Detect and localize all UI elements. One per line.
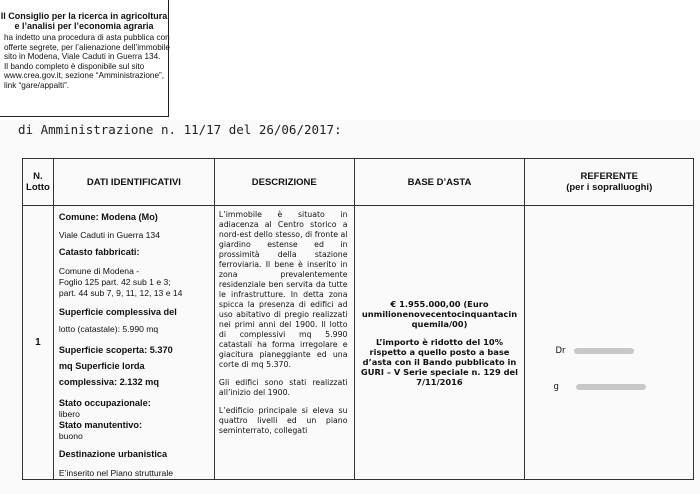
notice-line: link “gare/appalti”. — [4, 80, 70, 90]
cell-base-asta — [354, 206, 525, 480]
dati-stato-occ-value: libero — [58, 409, 80, 419]
dati-via: Viale Caduti in Guerra 134 — [58, 230, 160, 240]
dati-scoperta: Superficie scoperta: 5.370 — [58, 345, 173, 355]
cell-lotto: 1 — [23, 206, 54, 480]
dati-destinazione-label: Destinazione urbanistica — [58, 449, 168, 459]
lots-table — [22, 158, 694, 480]
dati-catasto-line: Comune di Modena - — [58, 266, 140, 276]
dati-scoperta: mq Superficie lorda — [58, 361, 145, 371]
notice-box — [0, 0, 169, 117]
header-dati: DATI IDENTIFICATIVI — [53, 159, 214, 206]
cell-descrizione — [214, 206, 354, 480]
table-header-row — [23, 159, 694, 206]
document-header: di Amministrazione n. 11/17 del 26/06/2017: — [18, 122, 342, 137]
notice-title-line1: Il Consiglio per la ricerca in agricoltura — [0, 11, 168, 21]
cell-referente — [525, 206, 694, 480]
header-lotto: N. Lotto — [23, 159, 54, 206]
header-referente-sub: (per i sopralluoghi) — [566, 182, 653, 193]
cell-dati — [53, 206, 214, 480]
notice-line: offerte segrete, per l’alienazione dell’immobile — [4, 42, 170, 52]
dati-catasto-label: Catasto fabbricati: — [58, 247, 140, 257]
notice-line: Il bando completo è disponibile sul sito — [4, 61, 145, 71]
document-scan — [0, 120, 700, 494]
referente-prefix: Dr — [555, 346, 566, 356]
referente-line — [553, 382, 645, 392]
dati-stato-man-value: buono — [58, 431, 83, 441]
dati-scoperta: complessiva: 2.132 mq — [58, 377, 159, 387]
redacted-contact — [576, 384, 646, 390]
dati-catasto-line: Foglio 125 part. 42 sub 1 e 3; — [58, 277, 171, 287]
table-row — [23, 206, 694, 480]
descrizione-paragraph: Gli edifici sono stati realizzati all’inizio del 1900. — [218, 378, 348, 397]
notice-body — [0, 31, 168, 91]
dati-stato-occ-label: Stato occupazionale: — [58, 398, 151, 408]
notice-line: ha indetto una procedura di asta pubblica con — [4, 33, 170, 42]
notice-line: www.crea.gov.it, sezione “Amministrazione”, — [4, 71, 165, 81]
header-referente-title: REFERENTE — [580, 171, 638, 182]
dati-catasto-line: part. 44 sub 7, 9, 11, 12, 13 e 14 — [58, 288, 183, 298]
header-base: BASE D’ASTA — [354, 159, 525, 206]
header-referente — [525, 159, 694, 206]
header-descrizione: DESCRIZIONE — [214, 159, 354, 206]
descrizione-paragraph: L’immobile è situato in adiacenza al Centro storico a nord-est dello stesso, di fronte al giardino estense ed in prossimità della stazione ferroviaria. Il bene è inserito in zona prevalentemente residenziale ben servita da tutte le infrastrutture. In detta zona spicca la presenza di edifici ad uso abitativo di pregio realizzati nei primi anni del 1900. Il lotto di complessivi mq 5.990 catastali ha forma irregolare e giacitura pianeggiante ed una corte di mq 5.370. — [218, 210, 348, 369]
referente-line — [555, 346, 634, 356]
dati-superficie-value: lotto (catastale): 5.990 mq — [58, 324, 159, 334]
notice-title-line2: e l’analisi per l’economia agraria — [14, 21, 154, 31]
notice-line: sito in Modena, Viale Caduti in Guerra 134. — [4, 52, 161, 62]
redacted-name — [574, 348, 634, 354]
dati-comune: Comune: Modena (Mo) — [58, 212, 158, 222]
descrizione-paragraph: L’edificio principale si eleva su quattro livelli ed un piano seminterrato, collegati — [218, 406, 348, 435]
base-nota: L’importo è ridotto del 10% rispetto a quello posto a base d’asta con il Bando pubblicato in GURI – V Serie speciale n. 129 del 7/11/2016 — [360, 336, 519, 387]
base-importo: € 1.955.000,00 (Euro unmilionenovecentocinquantacin quemila/00) — [361, 298, 518, 329]
dati-destinazione-value: E’inserito nel Piano strutturale — [58, 468, 174, 478]
dati-stato-man-label: Stato manutentivo: — [58, 420, 143, 430]
dati-superficie-label: Superficie complessiva del — [58, 307, 177, 317]
referente-prefix: g — [553, 382, 559, 392]
